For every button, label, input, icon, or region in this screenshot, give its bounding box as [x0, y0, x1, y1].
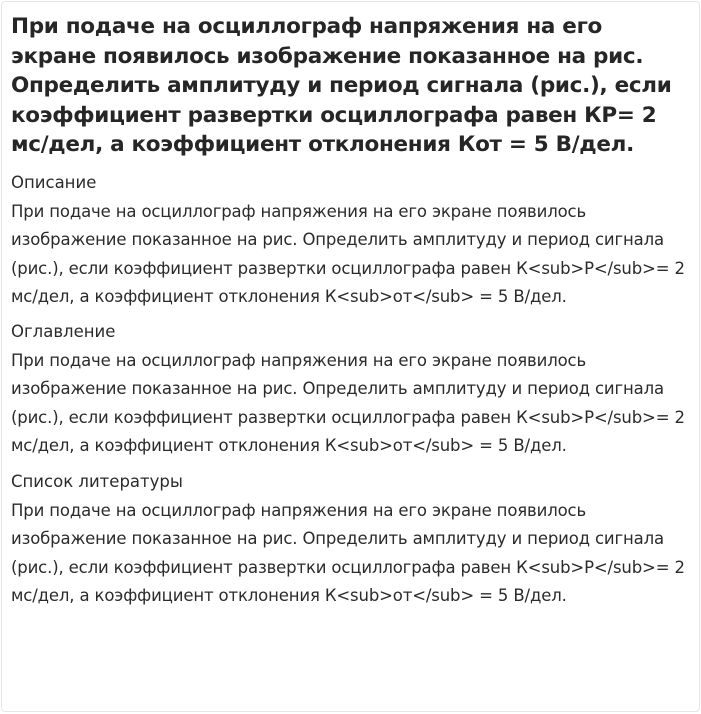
description-text: При подаче на осциллограф напряжения на его экране появилось изображение показанное на рис. Определить амплитуду и период сигнала (рис.), если коэффициент развертки осциллографа равен К<sub>Р</sub>= 2 мс/дел, а коэффициент отклонения К<sub>от</sub> = 5 В/дел. [11, 201, 685, 306]
contents-section [11, 321, 690, 461]
contents-heading: Оглавление [11, 321, 116, 341]
product-card [1, 1, 700, 712]
references-text: При подаче на осциллограф напряжения на его экране появилось изображение показанное на рис. Определить амплитуду и период сигнала (рис.), если коэффициент развертки осциллографа равен К<sub>Р</sub>= 2 мс/дел, а коэффициент отклонения К<sub>от</sub> = 5 В/дел. [11, 500, 685, 605]
description-section [11, 172, 690, 312]
description-heading: Описание [11, 172, 97, 192]
references-heading: Список литературы [11, 471, 183, 491]
references-section [11, 471, 690, 611]
contents-text: При подаче на осциллограф напряжения на его экране появилось изображение показанное на рис. Определить амплитуду и период сигнала (рис.), если коэффициент развертки осциллографа равен К<sub>Р</sub>= 2 мс/дел, а коэффициент отклонения К<sub>от</sub> = 5 В/дел. [11, 350, 685, 455]
page-title: При подаче на осциллограф напряжения на его экране появилось изображение показанное на рис. Определить амплитуду и период сигнала (рис.), если коэффициент развертки осциллографа равен КР= 2 мс/дел, а коэффициент отклонения Кот = 5 В/дел. [11, 14, 672, 157]
